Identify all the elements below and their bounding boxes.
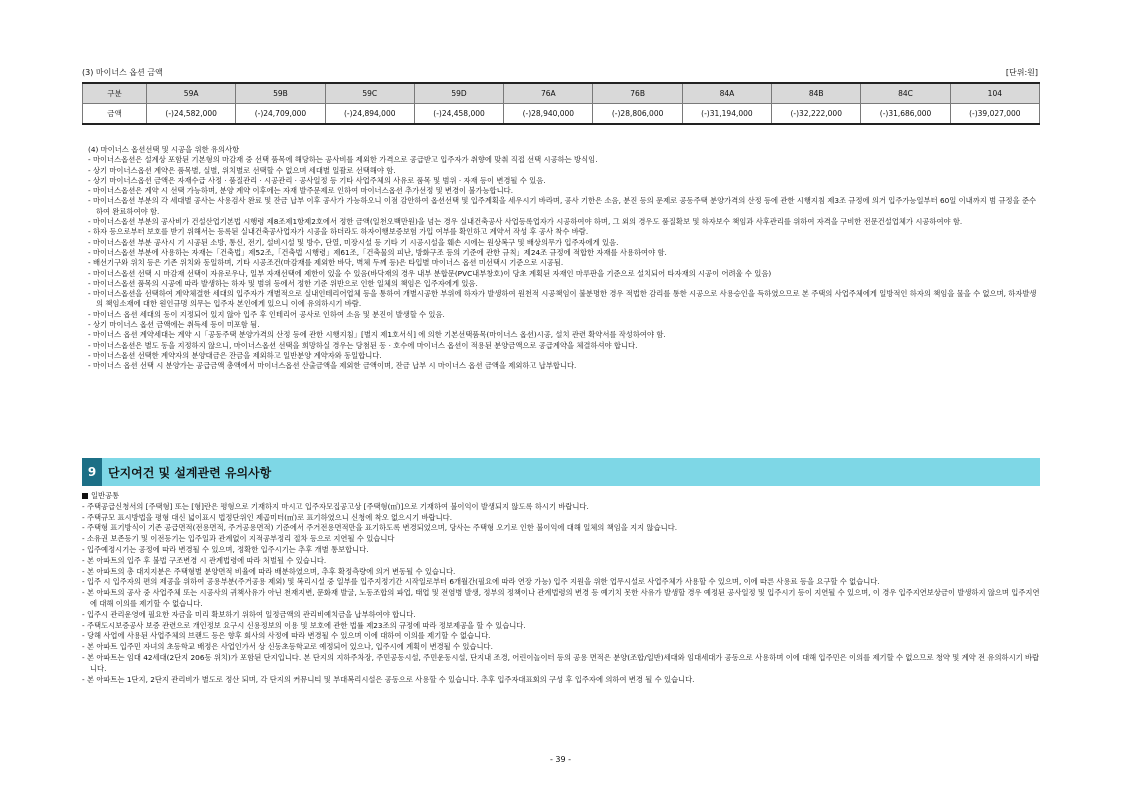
list-item: - 입주 시 입주자의 편의 제공을 위하여 공용부분(주거공용 제외) 및 복리시설 중 일부를 입주지정기간 시작일로부터 6개월간(필요에 따라 연장 가능) 입주 지원을 위한 업무시설로 사업주체가 사용할 수 있으며, 이에 따른 사용료 등을 요구할 수 없습니다.: [82, 577, 880, 587]
table-cell: (-)31,686,000: [861, 104, 950, 125]
section-number: 9: [82, 458, 102, 486]
list-item: - 마이너스 옵션 세대의 동이 지정되어 있지 않아 입주 후 인테리어 공사로 인하여 소음 및 분진이 발생할 수 있음.: [88, 309, 445, 319]
column-header: 84B: [772, 83, 861, 104]
list-item: - 마이너스옵션은 계약 시 선택 가능하며, 분양 계약 이후에는 자재 발주문제로 인하여 마이너스옵션 추가선정 및 변경이 불가능합니다.: [88, 186, 514, 196]
list-item: - 배선기구와 위치 등은 기존 위치와 동일하며, 기타 시공조건(마감재를 제외한 바닥, 벽체 두께 등)은 타입별 마이너스 옵션 미선택시 기준으로 시공됨.: [88, 258, 564, 268]
table-cell: (-)39,027,000: [950, 104, 1039, 125]
section-title: 단지여건 및 설계관련 유의사항: [108, 465, 272, 480]
column-header: 104: [950, 83, 1039, 104]
page-number: - 39 -: [549, 755, 572, 764]
table-cell: (-)24,582,000: [147, 104, 236, 125]
column-header: 76B: [593, 83, 682, 104]
table-header-row: [83, 83, 1040, 104]
list-item: - 마이너스옵션을 선택하여 계약체결한 세대의 입주자가 개별적으로 실내인테리어업체 등을 통하여 개별시공한 부위에 하자가 발생하여 원천적 시공책임이 불분명한 경우 적법한 감리를 통한 시공으로 사용승인을 득하였으므로 본 주택의 사업주체에게 일방적인 하자의 책임을 물을 수 없으며, 하자발생의 책임소재에 대한 원인규명 의무는 입주자 본인에게 있으니 이에 유의하시기 바람.: [88, 289, 1037, 309]
subheading-label: 일반공통: [91, 491, 120, 500]
general-common-section: [82, 491, 1040, 685]
list-item: - 마이너스옵션 부분에 사용하는 자재는「건축법」제52조,「건축법 시행령」제61조,「건축물의 피난, 방화구조 등의 기준에 관한 규칙」제24조 규정에 적합한 자재를 사용하여야 함.: [88, 247, 667, 257]
list-item: - 주택도시보증공사 보증 관련으로 개인정보 요구시 신용정보의 이용 및 보호에 관한 법률 제23조의 규정에 따라 정보제공을 할 수 있습니다.: [82, 620, 526, 630]
list-item: - 당해 사업에 사용된 사업주체의 브랜드 등은 향후 회사의 사정에 따라 변경될 수 있으며 이에 대하여 이의를 제기할 수 없습니다.: [82, 631, 491, 641]
minus-option-notes: [88, 145, 1040, 372]
list-item: - 마이너스옵션 선택 시 마감재 선택이 자유로우나, 일부 자재선택에 제한이 있을 수 있음(바닥재의 경우 내부 분합문(PVC내부창호)이 당초 계획된 자재인 마루판을 기준으로 설치되어 타자재의 시공이 어려울 수 있음): [88, 268, 772, 278]
column-header: 59C: [325, 83, 414, 104]
list-item: - 하자 등으로부터 보호를 받기 위해서는 등록된 실내건축공사업자가 시공을 하더라도 하자이행보증보험 가입 여부를 확인하고 계약서 작성 후 공사 착수 바람.: [88, 227, 589, 237]
table-cell: (-)28,806,000: [593, 104, 682, 125]
list-item: - 상기 마이너스 옵션 금액에는 취득세 등이 미포함 됨.: [88, 320, 260, 330]
list-item: - 마이너스옵션 부분의 공사비가 건설산업기본법 시행령 제8조제1항제2호에서 정한 금액(일천오백만원)을 넘는 경우 실내건축공사 사업등록업자가 시공하여야 하며, 그 외의 경우도 품질확보 및 하자보수 책임과 사후관리를 위하여 자격을 구비한 전문건설업체가 시공하여야 함.: [88, 217, 963, 227]
subheading: [82, 491, 1040, 502]
list-item: - 본 아파트 입주민 자녀의 초등학교 배정은 사업인가서 상 신동초등학교로 예정되어 있으나, 입주시에 계획이 변경될 수 있습니다.: [82, 642, 493, 652]
column-header: 84A: [682, 83, 771, 104]
list-item: - 주택규모 표시방법을 평형 대신 넓이표시 법정단위인 제곱미터(㎡)로 표기하였으니 신청에 착오 없으시기 바랍니다.: [82, 512, 453, 522]
list-item: - 마이너스옵션 품목의 시공에 따라 발생하는 하자 및 범위 등에서 정한 기준 위반으로 인한 일체의 책임은 입주자에게 있음.: [88, 278, 478, 288]
notes-heading: (4) 마이너스 옵션선택 및 시공을 위한 유의사항: [88, 145, 240, 154]
table-title: (3) 마이너스 옵션 금액: [82, 68, 163, 77]
list-item: - 상기 마이너스옵션 금액은 자재수급 사정 · 품질관리 · 시공관리 · 공사일정 등 기타 사업주체의 사유로 품목 및 범위 · 자재 등이 변경될 수 있음.: [88, 175, 546, 185]
column-header: 59D: [414, 83, 503, 104]
list-item: - 입주시 관리운영에 필요한 자금을 미리 확보하기 위하여 일정금액의 관리비예치금을 납부하여야 합니다.: [82, 609, 416, 619]
column-header: 76A: [504, 83, 593, 104]
list-item: - 본 아파트의 입주 후 불법 구조변경 시 관계법령에 따라 처벌될 수 있습니다.: [82, 555, 327, 565]
notes-list: [88, 155, 1040, 371]
table-cell: (-)31,194,000: [682, 104, 771, 125]
list-item: - 상기 마이너스옵션 계약은 품목별, 실별, 위치별로 선택할 수 없으며 세대별 일괄로 선택해야 함.: [88, 165, 396, 175]
minus-option-price-table: [82, 82, 1040, 125]
column-header: 84C: [861, 83, 950, 104]
list-item: - 본 아파트의 공사 중 사업주체 또는 시공사의 귀책사유가 아닌 천재지변, 문화재 발굴, 노동조합의 파업, 태업 및 전염병 발생, 정부의 정책이나 관계법령의 변경 등 예기치 못한 사유가 발생할 경우 예정된 공사일정 및 입주시기 등이 지연될 수 있으며, 이 경우 입주지연보상금이 발생하지 않으며 입주지연에 대해 이의를 제기할 수 없습니다.: [82, 588, 1040, 608]
list-item: - 마이너스옵션 부분 공사시 기 시공된 소방, 통신, 전기, 설비시설 및 방수, 단열, 미장시설 등 기타 기 시공시설을 훼손 시에는 원상복구 및 배상의무가 입주자에게 있음.: [88, 237, 619, 247]
list-item: - 본 아파트는 1단지, 2단지 관리비가 별도로 정산 되며, 각 단지의 커뮤니티 및 부대복리시설은 공동으로 사용할 수 있습니다. 추후 입주자대표회의 구성 후 입주자에 의하여 변경 될 수 있습니다.: [82, 674, 695, 684]
table-cell: (-)24,709,000: [236, 104, 325, 125]
list-item: - 본 아파트는 임대 42세대(2단지 206동 위치)가 포함된 단지입니다. 본 단지의 지하주차장, 주민공동시설, 주민운동시설, 단지내 조경, 어린이놀이터 등의 공용 면적은 분양(조합/일반)세대와 임대세대가 공동으로 사용하며 이에 대해 입주민은 이의를 제기할 수 없으므로 청약 및 계약 전 유의하시기 바랍니다.: [82, 652, 1040, 673]
column-header: 59A: [147, 83, 236, 104]
table-caption-row: [82, 67, 1040, 79]
list-item: - 주택공급신청서의 [주택형] 또는 [형]란은 평형으로 기재하지 마시고 입주자모집공고상 [주택형(㎡)]으로 기재하여 불이익이 발생되지 않도록 하시기 바랍니다.: [82, 501, 589, 511]
table-unit: [단위:원]: [1005, 68, 1038, 77]
column-header: 59B: [236, 83, 325, 104]
square-bullet-icon: [82, 493, 88, 499]
section-header-bar: [82, 458, 1040, 486]
list-item: - 본 아파트의 총 대지지분은 주택형별 분양면적 비율에 따라 배분하였으며, 추후 확정측량에 의거 변동될 수 있습니다.: [82, 566, 456, 576]
list-item: - 마이너스 옵션 선택 시 분양가는 공급금액 총액에서 마이너스옵션 산출금액을 제외한 금액이며, 잔금 납부 시 마이너스 옵션 금액을 제외하고 납부합니다.: [88, 361, 577, 371]
list-item: - 마이너스옵션 선택한 계약자의 분양대금은 잔금을 제외하고 일반분양 계약자와 동일합니다.: [88, 350, 382, 360]
table-cell: (-)24,894,000: [325, 104, 414, 125]
table-cell: (-)32,222,000: [772, 104, 861, 125]
list-item: - 마이너스옵션 부분의 각 세대별 공사는 사용검사 완료 및 잔금 납부 이후 공사가 가능하오니 이점 감안하여 옵션선택 및 입주계획을 세우시기 바라며, 공사 기한은 소음, 분진 등의 문제로 공동주택 분양가격의 산정 등에 관한 시행지침 제3조 규정에 의거 입주가능일부터 60일 이내까지 범 규정을 준수하여 완료하여야 함.: [88, 196, 1037, 216]
list-item: - 마이너스 옵션 계약세대는 계약 시「공동주택 분양가격의 산정 등에 관한 시행지침」[별지 제1호서식] 에 의한 기본선택품목(마이너스 옵션)시공, 설치 관련 확약서를 작성하여야 함.: [88, 330, 666, 340]
list-item: - 입주예정시기는 공정에 따라 변경될 수 있으며, 정확한 입주시기는 추후 개별 통보합니다.: [82, 544, 369, 554]
list-item: - 마이너스옵션은 별도 동을 지정하지 않으니, 마이너스옵션 선택을 희망하실 경우는 당첨된 동 · 호수에 마이너스 옵션이 적용된 분양금액으로 공급계약을 체결하셔야 합니다.: [88, 340, 638, 350]
table-row: [83, 104, 1040, 125]
table-cell: (-)24,458,000: [414, 104, 503, 125]
general-common-list: [82, 502, 1040, 686]
row-header-cell: 구분: [83, 83, 147, 104]
list-item: - 마이너스옵션은 설계상 포함된 기본형의 마감재 중 선택 품목에 해당하는 공사비를 제외한 가격으로 공급받고 입주자가 취향에 맞춰 직접 선택 시공하는 방식임.: [88, 155, 598, 165]
list-item: - 소유권 보존등기 및 이전등기는 입주일과 관계없이 지적공부정리 절차 등으로 지연될 수 있습니다: [82, 534, 395, 544]
row-label-cell: 금액: [83, 104, 147, 125]
list-item: - 주택형 표기방식이 기존 공급면적(전용면적, 주거공용면적) 기준에서 주거전용면적만을 표기하도록 변경되었으며, 당사는 주택형 오기로 인한 불이익에 대해 일체의 책임을 지지 않습니다.: [82, 523, 678, 533]
table-cell: (-)28,940,000: [504, 104, 593, 125]
